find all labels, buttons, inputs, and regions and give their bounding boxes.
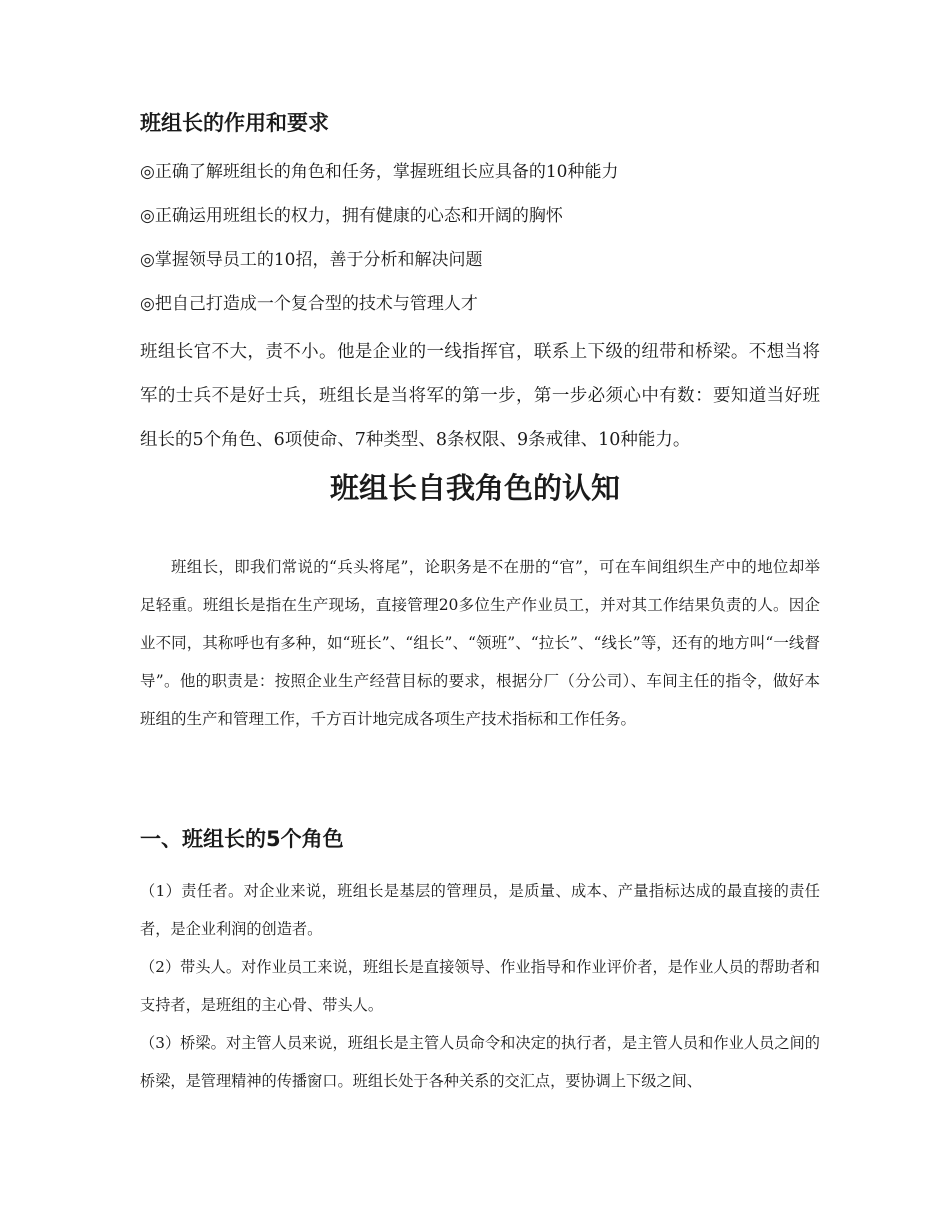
section-heading: 班组长的作用和要求 (140, 110, 329, 135)
document-title: 班组长自我角色的认知 (329, 471, 620, 505)
bullet-item: ◎掌握领导员工的10招，善于分析和解决问题 (140, 250, 483, 270)
roles-heading-suffix: 个角色 (280, 826, 344, 851)
roles-heading (140, 822, 820, 856)
roles-heading-number: 5 (266, 827, 281, 851)
bullet-item: ◎正确运用班组长的权力，拥有健康的心态和开阔的胸怀 (140, 206, 563, 226)
role-item: （1）责任者。对企业来说，班组长是基层的管理员，是质量、成本、产量指标达成的最直接的责任者，是企业利润的创造者。 (140, 882, 820, 938)
intro-paragraph: 班组长官不大，责不小。他是企业的一线指挥官，联系上下级的纽带和桥梁。不想当将军的士兵不是好士兵，班组长是当将军的第一步，第一步必须心中有数：要知道当好班组长的5个角色、6项使命、7种类型、8条权限、9条戒律、10种能力。 (140, 342, 820, 450)
body-paragraph: 班组长，即我们常说的“兵头将尾”，论职务是不在册的“官”，可在车间组织生产中的地位却举足轻重。班组长是指在生产现场，直接管理20多位生产作业员工，并对其工作结果负责的人。因企业不同，其称呼也有多种，如“班长”、“组长”、“领班”、“拉长”、“线长”等，还有的地方叫“一线督导”。他的职责是：按照企业生产经营目标的要求，根据分厂（分公司）、车间主任的指令，做好本班组的生产和管理工作，千方百计地完成各项生产技术指标和工作任务。 (140, 558, 820, 728)
role-item: （3）桥梁。对主管人员来说，班组长是主管人员命令和决定的执行者，是主管人员和作业人员之间的桥梁，是管理精神的传播窗口。班组长处于各种关系的交汇点，要协调上下级之间、 (140, 1034, 820, 1090)
role-item: （2）带头人。对作业员工来说，班组长是直接领导、作业指导和作业评价者，是作业人员的帮助者和支持者，是班组的主心骨、带头人。 (140, 958, 820, 1014)
bullet-item: ◎把自己打造成一个复合型的技术与管理人才 (140, 294, 478, 314)
bullet-item: ◎正确了解班组长的角色和任务，掌握班组长应具备的10种能力 (140, 162, 619, 182)
roles-heading-prefix: 一、班组长的 (140, 826, 266, 851)
